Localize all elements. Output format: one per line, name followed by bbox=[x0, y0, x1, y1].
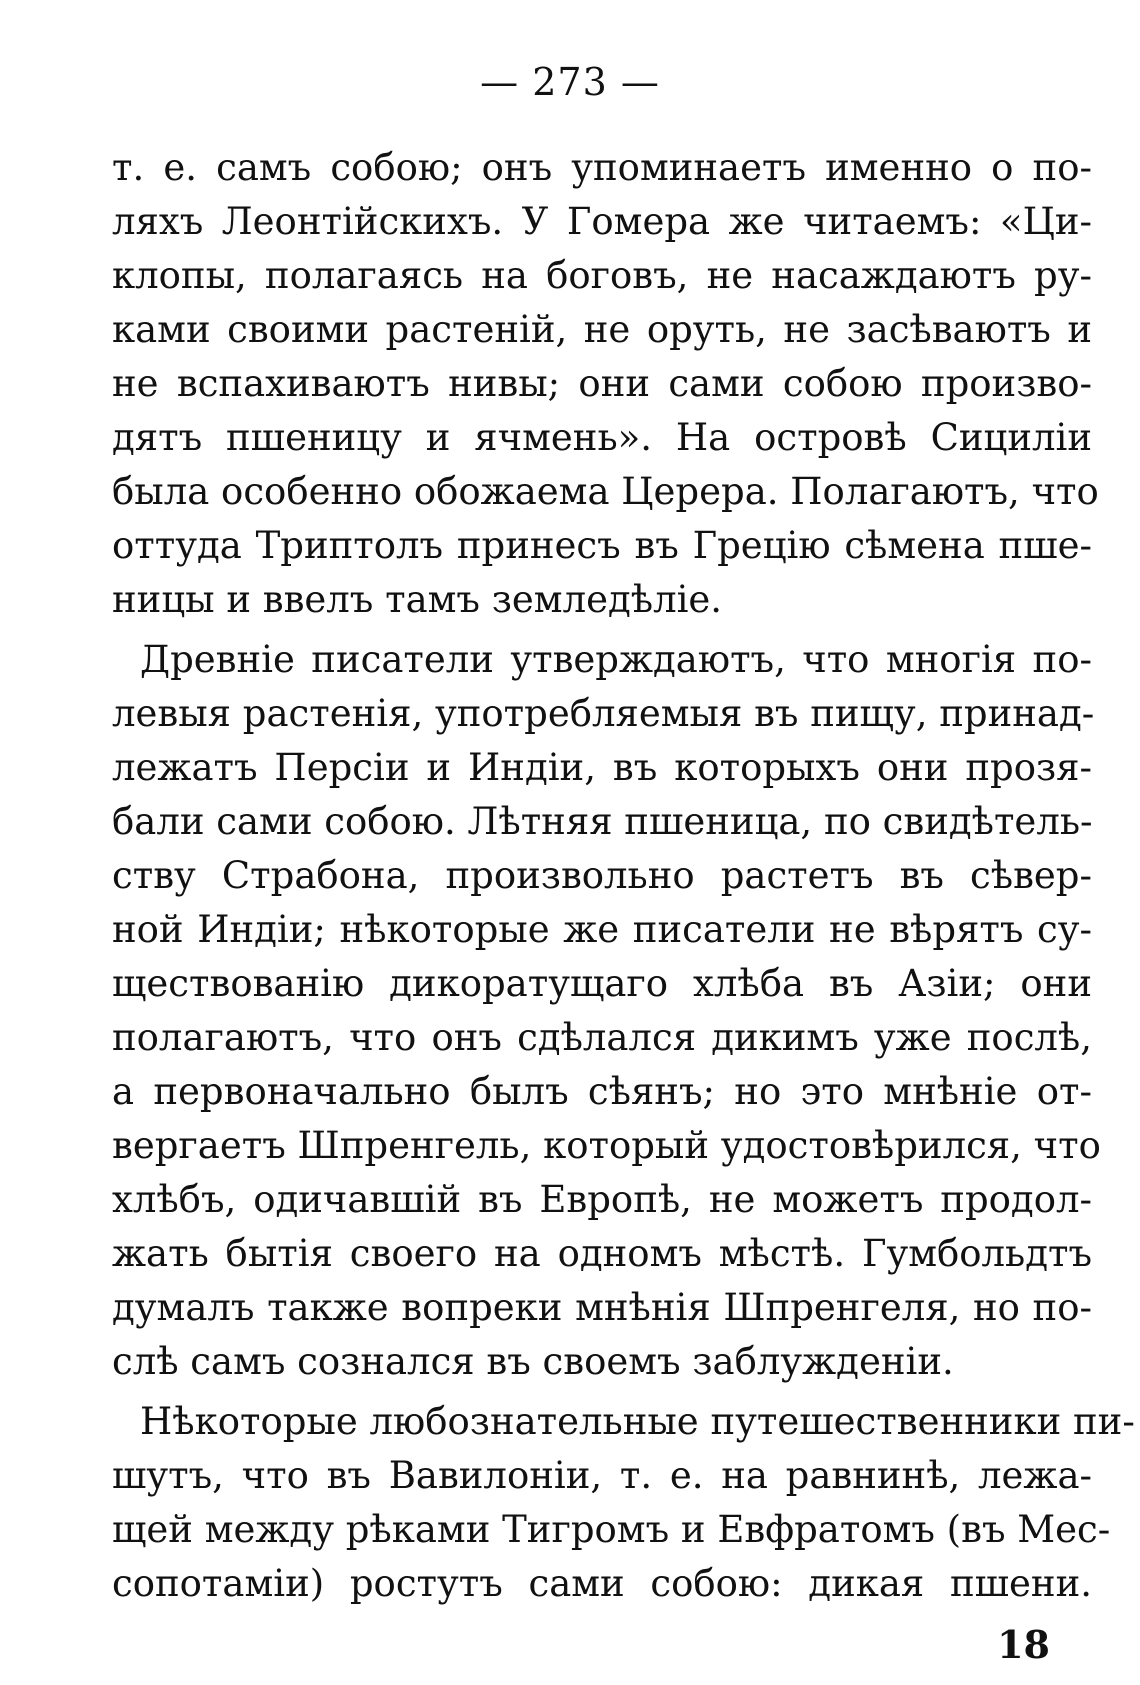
text-line: ляхъ Леонтійскихъ. У Гомера же читаемъ: «Ци- bbox=[112, 200, 1092, 243]
text-line: ству Страбона, произвольно растетъ въ сѣвер- bbox=[112, 854, 1092, 897]
text-line: ществованію дикоратущаго хлѣба въ Азіи; они bbox=[112, 962, 1092, 1005]
text-line: ницы и ввелъ тамъ земледѣліе. bbox=[112, 578, 723, 621]
text-line: слѣ самъ сознался въ своемъ заблужденіи. bbox=[112, 1340, 954, 1383]
text-line: т. е. самъ собою; онъ упоминаетъ именно о по- bbox=[112, 146, 1092, 189]
text-line: Нѣкоторые любознательные путешественники пи- bbox=[140, 1400, 1135, 1443]
text-line: бали сами собою. Лѣтняя пшеница, по свидѣтель- bbox=[112, 800, 1093, 843]
text-line: щей между рѣками Тигромъ и Евфратомъ (въ Мес- bbox=[112, 1508, 1111, 1551]
text-line: а первоначально былъ сѣянъ; но это мнѣніе от- bbox=[112, 1070, 1092, 1113]
text-line: была особенно обожаема Церера. Полагаютъ, что bbox=[112, 470, 1099, 513]
text-line: хлѣбъ, одичавшій въ Европѣ, не можетъ продол- bbox=[112, 1178, 1092, 1221]
text-line: дятъ пшеницу и ячмень». На островѣ Сициліи bbox=[112, 416, 1092, 459]
text-line: лежатъ Персіи и Индіи, въ которыхъ они прозя- bbox=[112, 746, 1092, 789]
text-line: полагаютъ, что онъ сдѣлался дикимъ уже послѣ, bbox=[112, 1016, 1092, 1059]
text-line: ной Индіи; нѣкоторые же писатели не вѣрятъ су- bbox=[112, 908, 1092, 951]
text-line: жать бытія своего на одномъ мѣстѣ. Гумбольдтъ bbox=[112, 1232, 1092, 1275]
text-line: ками своими растеній, не оруть, не засѣваютъ и bbox=[112, 308, 1092, 351]
text-line: шутъ, что въ Вавилоніи, т. е. на равнинѣ, лежа- bbox=[112, 1454, 1092, 1497]
text-line: не вспахиваютъ нивы; они сами собою произво- bbox=[112, 362, 1092, 405]
text-line: вергаетъ Шпренгель, который удостовѣрился, что bbox=[112, 1124, 1101, 1167]
text-line: левыя растенія, употребляемыя въ пищу, принад- bbox=[112, 692, 1095, 735]
text-line: сопотаміи) ростутъ сами собою: дикая пшени. bbox=[112, 1562, 1092, 1605]
text-line: Древніе писатели утверждаютъ, что многія по- bbox=[140, 638, 1092, 681]
text-line: оттуда Триптолъ принесъ въ Грецію сѣмена пше- bbox=[112, 524, 1092, 567]
text-line: клопы, полагаясь на боговъ, не насаждаютъ ру- bbox=[112, 254, 1092, 297]
text-line: думалъ также вопреки мнѣнія Шпренгеля, но по- bbox=[112, 1286, 1092, 1329]
signature-mark: 18 bbox=[997, 1622, 1050, 1667]
page-number: — 273 — bbox=[480, 60, 660, 104]
